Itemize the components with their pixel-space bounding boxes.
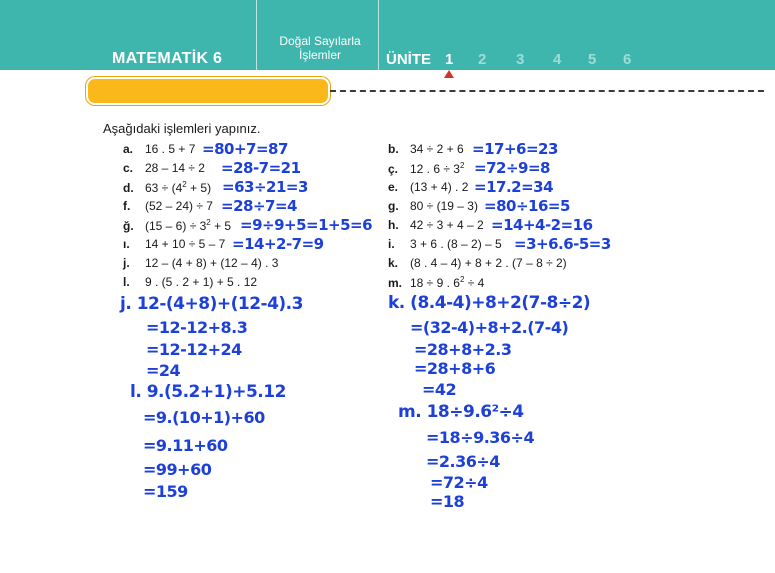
work-k-line-3: =28+8+2.3 [414,340,512,359]
exercise-h: h. 42 ÷ 3 + 4 – 2 [388,218,484,232]
section-banner [86,77,330,105]
dashed-divider [330,90,764,92]
answer-f: =28÷7=4 [221,197,297,215]
work-j-line-1: j. 12-(4+8)+(12-4).3 [120,294,303,314]
answer-e: =17.2=34 [474,178,554,196]
work-j-line-3: =12-12+24 [146,340,242,359]
answer-b: =17+6=23 [472,140,558,158]
work-j-line-2: =12-12+8.3 [146,318,248,337]
unit-number-6: 6 [623,51,632,68]
answer-dotless-i: =14+2-7=9 [232,235,324,253]
unit-number-5: 5 [588,51,597,68]
answer-d: =63÷21=3 [222,178,308,196]
work-k-line-5: =42 [422,380,457,399]
unit-number-1: 1 [445,51,454,68]
exercise-l: l. 9 . (5 . 2 + 1) + 5 . 12 [123,275,258,289]
work-k-line-4: =28+8+6 [414,359,496,378]
active-unit-marker-icon [444,70,454,78]
topic-title-line1: Doğal Sayılarla [279,34,361,48]
book-title: MATEMATİK 6 [112,50,223,67]
work-j-line-4: =24 [146,361,181,380]
exercise-i: i. 3 + 6 . (8 – 2) – 5 [388,237,502,251]
exercise-c-cedilla: ç. 12 . $6 \div 3^2$ [388,161,465,176]
exercise-e: e. (13 + 4) . 2 [388,180,469,194]
unit-label: ÜNİTE [386,51,431,68]
work-l-line-2: =9.(10+1)+60 [143,408,265,427]
unit-number-3: 3 [516,51,525,68]
answer-a: =80+7=87 [202,140,288,158]
answer-h: =14+4-2=16 [491,216,593,234]
work-l-line-1: l. 9.(5.2+1)+5.12 [130,382,286,402]
answer-c-cedilla: =72÷9=8 [474,159,550,177]
work-m-line-5: =18 [430,492,465,511]
header-divider [378,0,379,70]
exercise-g-breve: ğ. $(15 - 6) \div 3^2 + 5$ [123,218,232,233]
exercise-f: f. (52 – 24) ÷ 7 [123,199,213,213]
work-m-line-1: m. 18÷9.6²÷4 [398,402,524,422]
work-m-line-3: =2.36÷4 [426,452,500,471]
exercise-a: a. 16 . 5 + 7 [123,142,196,156]
unit-number-4: 4 [553,51,562,68]
work-l-line-3: =9.11+60 [143,436,228,455]
exercise-d: d. $63 \div (4^2 + 5)$ [123,180,212,195]
topic-title-line2: İşlemler [298,48,341,62]
unit-number-2: 2 [478,51,487,68]
exercise-dotless-i: ı. 14 + 10 ÷ 5 – 7 [123,237,226,251]
work-k-line-2: =(32-4)+8+2.(7-4) [410,318,569,337]
page-header [0,0,775,70]
instruction-text: Aşağıdaki işlemleri yapınız. [103,121,261,136]
exercise-c: c. 28 – 14 ÷ 2 [123,161,205,175]
work-k-line-1: k. (8.4-4)+8+2(7-8÷2) [388,293,591,313]
exercise-m: m. 18 ÷ 9 . $6^2 \div 4$ [388,275,485,290]
work-l-line-5: =159 [143,482,188,501]
work-l-line-4: =99+60 [143,460,212,479]
exercise-g: g. 80 ÷ (19 – 3) [388,199,478,213]
topic-title [262,34,378,62]
exercise-j: j. 12 – (4 + 8) + (12 – 4) . 3 [123,256,279,270]
work-m-line-2: =18÷9.36÷4 [426,428,535,447]
work-m-line-4: =72÷4 [430,473,488,492]
answer-g-breve: =9÷9+5=1+5=6 [240,216,373,234]
answer-c: =28-7=21 [221,159,301,177]
answer-g: =80÷16=5 [484,197,570,215]
exercise-b: b. 34 ÷ 2 + 6 [388,142,464,156]
header-divider [256,0,257,70]
exercise-k: k. (8 . 4 – 4) + 8 + 2 . (7 – 8 ÷ 2) [388,256,567,270]
answer-i: =3+6.6-5=3 [514,235,611,253]
